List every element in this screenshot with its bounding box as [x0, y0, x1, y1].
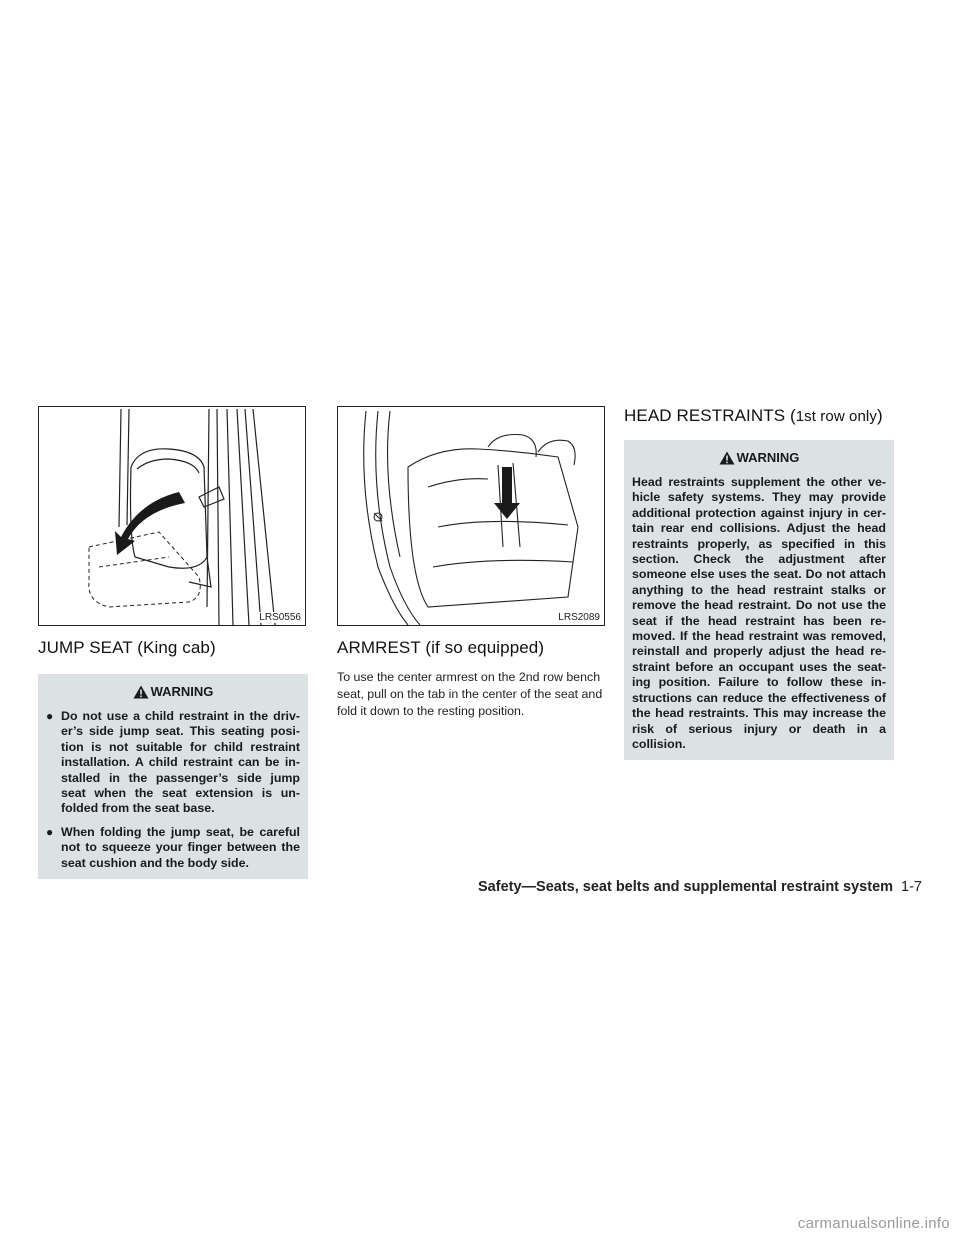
head-restraints-column — [624, 406, 894, 760]
head-restraints-heading — [624, 406, 894, 426]
head-restraints-warning-box — [624, 440, 894, 760]
page-number: 1-7 — [901, 879, 922, 895]
armrest-illustration — [338, 407, 604, 625]
warning-header — [632, 450, 886, 465]
bullet-icon: ● — [46, 824, 54, 839]
pull-down-arrow-icon — [494, 467, 520, 519]
armrest-column — [337, 406, 607, 720]
armrest-heading: ARMREST (if so equipped) — [337, 638, 545, 657]
warning-title: WARNING — [736, 450, 800, 465]
armrest-figure — [337, 406, 605, 626]
heading-main: HEAD RESTRAINTS ( — [624, 406, 796, 425]
watermark: carmanualsonline.info — [797, 1215, 950, 1232]
warning-list — [46, 709, 300, 871]
armrest-body-text: To use the center armrest on the 2nd row bench seat, pull on the tab in the center of the seat and fold it down to the resting position. — [337, 670, 603, 718]
warning-triangle-icon — [719, 451, 735, 465]
warning-text: Head restraints supplement the other ve-hicle safety systems. They may provide additional protection against injury in cer-tain rear end collisions. Adjust the head restraints properly, as specified in this section. Check the adjustment after someone else uses the seat. Do not attach anything to the head restraint stalks or remove the head restraint. Do not use the seat if the head restraint has been re-moved. If the head restraint was removed, reinstall and properly adjust the head re-straint before an occupant uses the seat-ing position. Failure to follow these in-structions can reduce the effectiveness of the head restraints. This may increase the risk of serious injury or death in a collision. — [632, 475, 886, 751]
warning-header — [46, 684, 300, 699]
warning-item-text: When folding the jump seat, be careful not to squeeze your finger between the seat cushion and the body side. — [61, 824, 300, 870]
heading-qualifier: 1st row only — [795, 408, 877, 425]
figure-code: LRS2089 — [558, 612, 600, 623]
bullet-icon: ● — [46, 709, 54, 723]
jump-seat-figure — [38, 406, 306, 626]
jump-seat-warning-box — [38, 674, 308, 879]
heading-end: ) — [876, 406, 883, 425]
jump-seat-illustration — [39, 407, 305, 625]
warning-title: WARNING — [150, 684, 214, 699]
footer-section-title: Safety—Seats, seat belts and supplemental restraint system — [478, 879, 894, 895]
jump-seat-column — [38, 406, 308, 879]
figure-code: LRS0556 — [259, 612, 301, 623]
warning-triangle-icon — [133, 685, 149, 699]
warning-item — [46, 825, 300, 871]
page-footer — [478, 879, 922, 895]
fold-arrow-icon — [115, 492, 185, 555]
warning-item-text: Do not use a child restraint in the driv-er’s side jump seat. This seating posi-tion is not suitable for child restraint installation. A child restraint can be in-stalled in the passenger’s side jump seat when the seat extension is un-folded from the seat base. — [61, 709, 300, 816]
jump-seat-heading: JUMP SEAT (King cab) — [38, 638, 216, 657]
warning-item — [46, 709, 300, 817]
